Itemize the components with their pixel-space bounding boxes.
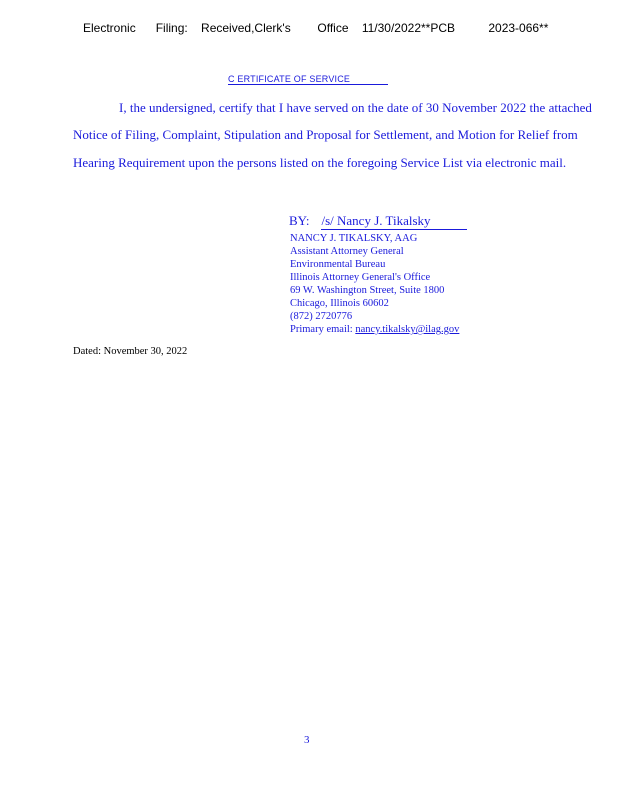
certificate-line-2: Notice of Filing, Complaint, Stipulation and Proposal for Settlement, and Motion for Relief from (73, 127, 578, 142)
signer-office: Illinois Attorney General's Office (290, 272, 431, 283)
electronic-signature: /s/ Nancy J. Tikalsky (321, 213, 467, 230)
signer-bureau: Environmental Bureau (290, 259, 386, 270)
filing-header: Electronic Filing: Received,Clerk's Office 11/30/2022**PCB 2023-066** (83, 21, 549, 35)
certificate-line-1 (73, 100, 592, 116)
email-label: Primary email: (290, 324, 356, 335)
signer-title: Assistant Attorney General (290, 246, 404, 257)
signer-phone: (872) 2720776 (290, 311, 353, 322)
signer-email-line (290, 323, 459, 336)
signer-city: Chicago, Illinois 60602 (290, 298, 389, 309)
signer-street: 69 W. Washington Street, Suite 1800 (290, 285, 445, 296)
signer-name: NANCY J. TIKALSKY, AAG (290, 233, 418, 244)
page-number: 3 (304, 734, 310, 746)
email-link[interactable]: nancy.tikalsky@ilag.gov (355, 324, 460, 335)
certificate-title: C ERTIFICATE OF SERVICE (228, 74, 388, 85)
signature-line (289, 213, 467, 230)
signature-block (290, 232, 459, 336)
by-label: BY: (289, 213, 310, 228)
dated-line: Dated: November 30, 2022 (73, 346, 188, 357)
certificate-line-3: Hearing Requirement upon the persons listed on the foregoing Service List via electronic mail. (73, 155, 567, 170)
certificate-line-1-text: I, the undersigned, certify that I have served on the date of 30 November 2022 the attached (119, 100, 592, 115)
